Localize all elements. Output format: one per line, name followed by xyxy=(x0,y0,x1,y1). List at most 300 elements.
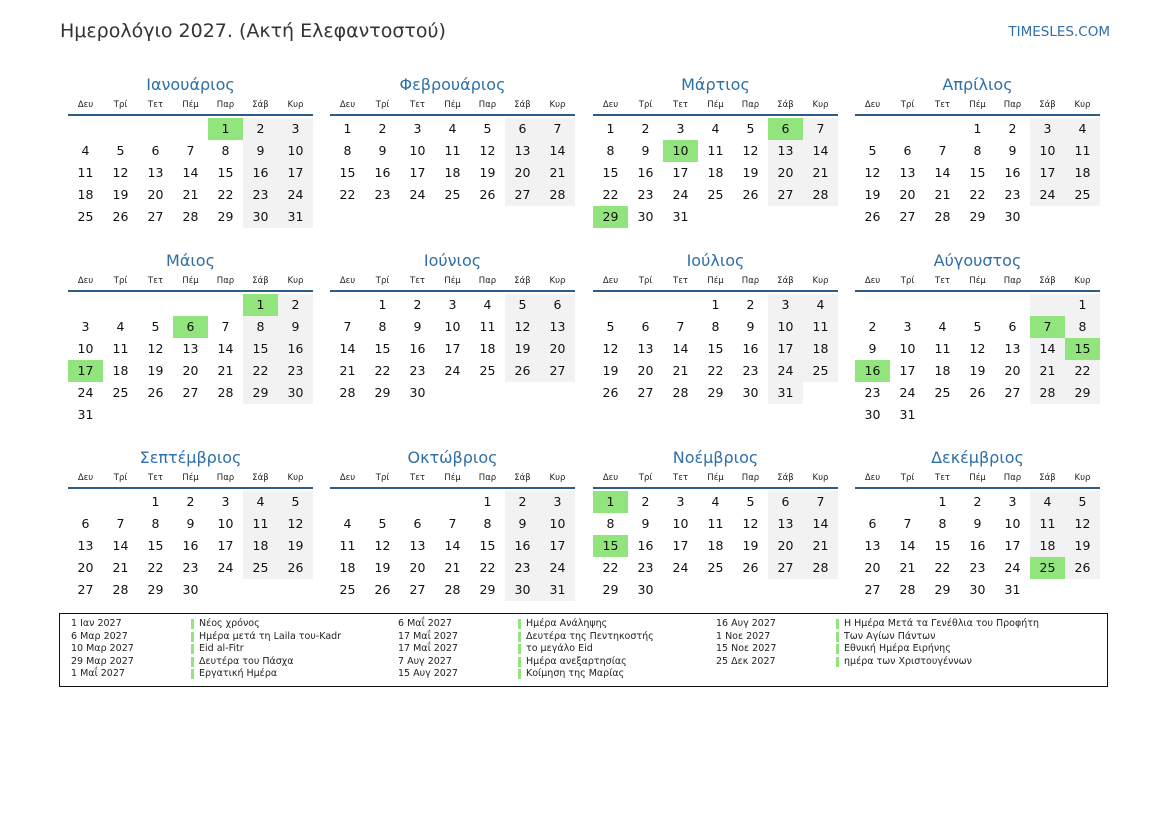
day-cell: 12 xyxy=(864,165,881,180)
day-cell: 3 xyxy=(676,121,685,136)
day-cell: 4 xyxy=(448,121,457,136)
empty-cell xyxy=(103,404,138,426)
weekday-label: Δευ xyxy=(864,276,881,286)
holiday-date: 10 Μαρ 2027 xyxy=(71,643,134,654)
weekday-label: Δευ xyxy=(864,473,881,483)
day-cell: 25 xyxy=(339,582,356,597)
day-cell: 18 xyxy=(934,363,951,378)
day-cell: 1 xyxy=(343,121,352,136)
day-cell: 27 xyxy=(637,385,654,400)
holiday-entry xyxy=(398,631,654,644)
day-cell: 7 xyxy=(540,118,575,140)
day-cell: 5 xyxy=(746,494,755,509)
holiday-date: 6 Μαΐ 2027 xyxy=(398,618,452,629)
day-cell: 25 xyxy=(1065,184,1100,206)
weekday-label: Σάβ xyxy=(777,100,794,110)
day-cell: 24 xyxy=(444,363,461,378)
day-cell: 17 xyxy=(899,363,916,378)
weekday-label: Δευ xyxy=(339,473,356,483)
day-cell: 17 xyxy=(540,535,575,557)
day-cell: 27 xyxy=(505,184,540,206)
holiday-column xyxy=(71,618,341,681)
weekday-label: Τρί xyxy=(375,276,390,286)
holiday-date: 16 Αυγ 2027 xyxy=(716,618,776,629)
day-cell: 18 xyxy=(1030,535,1065,557)
empty-cell xyxy=(365,491,400,513)
week-row xyxy=(330,338,575,360)
day-cell: 26 xyxy=(505,360,540,382)
month-name: Ιανουάριος xyxy=(146,75,235,94)
week-row xyxy=(330,491,575,513)
holiday-list xyxy=(59,613,1108,687)
day-cell: 30 xyxy=(637,582,654,597)
day-cell: 1 xyxy=(151,494,160,509)
day-cell: 30 xyxy=(1004,209,1021,224)
day-cell: 13 xyxy=(505,140,540,162)
day-cell: 3 xyxy=(413,121,422,136)
day-cell: 15 xyxy=(707,341,724,356)
empty-cell xyxy=(243,579,278,601)
weekday-label: Τρί xyxy=(113,100,128,110)
day-cell: 4 xyxy=(243,491,278,513)
weekday-header xyxy=(593,96,838,114)
day-cell: 20 xyxy=(77,560,94,575)
week-row xyxy=(593,118,838,140)
weekday-label: Παρ xyxy=(478,473,497,483)
week-row xyxy=(855,206,1100,228)
empty-cell xyxy=(68,491,103,513)
holiday-marker xyxy=(518,619,521,629)
day-cell: 24 xyxy=(278,184,313,206)
day-cell: 13 xyxy=(768,513,803,535)
month-block xyxy=(68,74,313,228)
day-cell: 23 xyxy=(278,360,313,382)
day-cell: 26 xyxy=(742,187,759,202)
day-cell: 3 xyxy=(676,494,685,509)
holiday-marker xyxy=(518,644,521,654)
day-cell: 11 xyxy=(243,513,278,535)
day-cell: 1 xyxy=(483,494,492,509)
empty-cell xyxy=(925,118,960,140)
day-cell: 26 xyxy=(602,385,619,400)
day-cell: 12 xyxy=(479,143,496,158)
week-row xyxy=(593,316,838,338)
empty-cell xyxy=(208,294,243,316)
holiday-name: Δευτέρα της Πεντηκοστής xyxy=(526,630,654,642)
page-title: Ημερολόγιο 2027. (Ακτή Ελεφαντοστού) xyxy=(60,20,446,42)
day-cell: 28 xyxy=(339,385,356,400)
week-row xyxy=(855,513,1100,535)
empty-cell xyxy=(1030,579,1065,601)
day-cell: 14 xyxy=(112,538,129,553)
day-cell: 11 xyxy=(479,319,496,334)
month-name: Δεκέμβριος xyxy=(931,448,1024,467)
holiday-marker xyxy=(518,669,521,679)
weekday-label: Παρ xyxy=(478,276,497,286)
day-cell: 11 xyxy=(1065,140,1100,162)
empty-cell xyxy=(68,118,103,140)
week-row xyxy=(68,360,313,382)
holiday-name: Εργατική Ημέρα xyxy=(199,668,278,679)
holiday-date: 29 Μαρ 2027 xyxy=(71,655,134,667)
weekday-label: Σάβ xyxy=(777,473,794,483)
day-cell: 31 xyxy=(672,209,689,224)
day-cell: 20 xyxy=(182,363,199,378)
header-rule xyxy=(68,487,313,489)
holiday-name: το μεγάλο Eid xyxy=(526,643,593,654)
day-cell: 20 xyxy=(409,560,426,575)
day-cell: 6 xyxy=(173,316,208,338)
day-cell: 22 xyxy=(374,363,391,378)
header-rule xyxy=(855,290,1100,292)
weekday-label: Τρί xyxy=(638,473,653,483)
day-cell: 25 xyxy=(112,385,129,400)
week-row xyxy=(855,579,1100,601)
day-cell: 23 xyxy=(637,187,654,202)
day-cell: 21 xyxy=(899,560,916,575)
day-cell: 15 xyxy=(374,341,391,356)
day-cell: 2 xyxy=(243,118,278,140)
day-cell: 20 xyxy=(540,338,575,360)
day-cell: 22 xyxy=(479,560,496,575)
weekday-label: Σάβ xyxy=(252,473,269,483)
month-name: Ιούνιος xyxy=(423,251,482,270)
day-cell: 16 xyxy=(278,338,313,360)
day-cell: 16 xyxy=(505,535,540,557)
weekday-label: Δευ xyxy=(602,100,619,110)
day-cell: 16 xyxy=(243,162,278,184)
day-cell: 5 xyxy=(746,121,755,136)
weekday-label: Σάβ xyxy=(1039,473,1056,483)
weekday-label: Παρ xyxy=(741,473,760,483)
day-cell: 2 xyxy=(973,494,982,509)
day-cell: 23 xyxy=(637,560,654,575)
day-cell: 19 xyxy=(742,165,759,180)
day-cell: 3 xyxy=(278,118,313,140)
weekday-label: Κυρ xyxy=(1074,276,1091,286)
day-cell: 24 xyxy=(77,385,94,400)
week-row xyxy=(593,579,838,601)
day-cell: 3 xyxy=(540,491,575,513)
day-cell: 30 xyxy=(278,382,313,404)
day-cell: 20 xyxy=(768,162,803,184)
day-cell: 8 xyxy=(221,143,230,158)
day-cell: 29 xyxy=(1065,382,1100,404)
weekday-label: Παρ xyxy=(216,100,235,110)
day-cell: 18 xyxy=(243,535,278,557)
day-cell: 24 xyxy=(1004,560,1021,575)
empty-cell xyxy=(890,294,925,316)
day-cell: 14 xyxy=(444,538,461,553)
day-cell: 13 xyxy=(637,341,654,356)
holiday-date: 6 Μαρ 2027 xyxy=(71,630,128,642)
month-block xyxy=(68,250,313,426)
week-row xyxy=(68,557,313,579)
empty-cell xyxy=(698,206,733,228)
day-cell: 9 xyxy=(243,140,278,162)
day-cell: 14 xyxy=(182,165,199,180)
day-cell: 20 xyxy=(899,187,916,202)
day-cell: 5 xyxy=(483,121,492,136)
day-cell: 22 xyxy=(602,187,619,202)
day-cell: 16 xyxy=(742,341,759,356)
weekday-header xyxy=(330,469,575,487)
weekday-label: Σάβ xyxy=(1039,100,1056,110)
empty-cell xyxy=(103,294,138,316)
day-cell: 15 xyxy=(969,165,986,180)
day-cell: 16 xyxy=(409,341,426,356)
day-cell: 1 xyxy=(973,121,982,136)
holiday-marker xyxy=(836,644,839,654)
empty-cell xyxy=(1065,404,1100,426)
weekday-label: Παρ xyxy=(478,100,497,110)
empty-cell xyxy=(505,382,540,404)
day-cell: 7 xyxy=(938,143,947,158)
day-cell: 8 xyxy=(711,319,720,334)
day-cell: 27 xyxy=(899,209,916,224)
day-cell: 6 xyxy=(768,491,803,513)
day-cell: 13 xyxy=(409,538,426,553)
day-cell: 16 xyxy=(637,165,654,180)
day-cell: 17 xyxy=(672,538,689,553)
empty-cell xyxy=(1030,294,1065,316)
week-row xyxy=(68,162,313,184)
day-cell: 4 xyxy=(116,319,125,334)
week-row xyxy=(330,360,575,382)
day-cell: 26 xyxy=(147,385,164,400)
day-cell: 1 xyxy=(243,294,278,316)
site-link[interactable]: TIMESLES.COM xyxy=(1008,24,1110,40)
day-cell: 16 xyxy=(855,360,890,382)
day-cell: 26 xyxy=(864,209,881,224)
empty-cell xyxy=(768,579,803,601)
day-cell: 8 xyxy=(483,516,492,531)
day-cell: 30 xyxy=(243,206,278,228)
empty-cell xyxy=(768,206,803,228)
day-cell: 27 xyxy=(182,385,199,400)
weekday-label: Τρί xyxy=(375,100,390,110)
holiday-marker xyxy=(191,644,194,654)
weekday-label: Πέμ xyxy=(182,100,199,110)
day-cell: 4 xyxy=(938,319,947,334)
day-cell: 3 xyxy=(81,319,90,334)
day-cell: 25 xyxy=(934,385,951,400)
weekday-header xyxy=(330,272,575,290)
empty-cell xyxy=(925,294,960,316)
weekday-label: Τρί xyxy=(375,473,390,483)
weekday-label: Κυρ xyxy=(812,473,829,483)
day-cell: 25 xyxy=(707,187,724,202)
weekday-header xyxy=(855,96,1100,114)
holiday-name: Κοίμηση της Μαρίας xyxy=(526,668,625,679)
day-cell: 26 xyxy=(479,187,496,202)
day-cell: 26 xyxy=(1065,557,1100,579)
day-cell: 5 xyxy=(973,319,982,334)
day-cell: 7 xyxy=(186,143,195,158)
holiday-name: Εθνική Ημέρα Ειρήνης xyxy=(844,643,951,654)
week-row xyxy=(593,206,838,228)
month-name: Οκτώβριος xyxy=(407,448,498,467)
day-cell: 11 xyxy=(444,143,461,158)
empty-cell xyxy=(855,118,890,140)
day-cell: 30 xyxy=(409,385,426,400)
holiday-entry xyxy=(398,643,654,656)
day-cell: 23 xyxy=(243,184,278,206)
day-cell: 30 xyxy=(637,209,654,224)
empty-cell xyxy=(173,118,208,140)
day-cell: 13 xyxy=(77,538,94,553)
week-row xyxy=(68,294,313,316)
day-cell: 12 xyxy=(374,538,391,553)
day-cell: 14 xyxy=(217,341,234,356)
day-cell: 10 xyxy=(77,341,94,356)
day-cell: 24 xyxy=(1030,184,1065,206)
empty-cell xyxy=(278,579,313,601)
day-cell: 27 xyxy=(768,557,803,579)
holiday-name: Η Ημέρα Μετά τα Γενέθλια του Προφήτη xyxy=(844,618,1039,629)
weekday-label: Τετ xyxy=(673,276,688,286)
day-cell: 8 xyxy=(1065,316,1100,338)
day-cell: 11 xyxy=(1030,513,1065,535)
day-cell: 28 xyxy=(182,209,199,224)
day-cell: 3 xyxy=(1030,118,1065,140)
holiday-marker xyxy=(836,632,839,642)
weekday-label: Πέμ xyxy=(444,276,461,286)
holiday-date: 7 Αυγ 2027 xyxy=(398,655,452,667)
day-cell: 11 xyxy=(707,143,724,158)
empty-cell xyxy=(435,491,470,513)
week-row xyxy=(68,118,313,140)
holiday-column xyxy=(398,618,654,681)
day-cell: 22 xyxy=(934,560,951,575)
day-cell: 19 xyxy=(864,187,881,202)
month-block xyxy=(330,250,575,404)
weekday-label: Τετ xyxy=(148,473,163,483)
day-cell: 28 xyxy=(444,582,461,597)
day-cell: 10 xyxy=(540,513,575,535)
month-block xyxy=(855,447,1100,601)
empty-cell xyxy=(103,491,138,513)
week-row xyxy=(330,316,575,338)
day-cell: 17 xyxy=(1004,538,1021,553)
day-cell: 6 xyxy=(505,118,540,140)
holiday-marker xyxy=(191,632,194,642)
day-cell: 13 xyxy=(768,140,803,162)
empty-cell xyxy=(400,491,435,513)
day-cell: 11 xyxy=(339,538,356,553)
week-row xyxy=(68,206,313,228)
day-cell: 5 xyxy=(505,294,540,316)
month-name: Φεβρουάριος xyxy=(399,75,506,94)
day-cell: 24 xyxy=(540,557,575,579)
weekday-label: Δευ xyxy=(602,276,619,286)
weekday-label: Δευ xyxy=(602,473,619,483)
day-cell: 4 xyxy=(803,294,838,316)
day-cell: 23 xyxy=(182,560,199,575)
day-cell: 29 xyxy=(969,209,986,224)
weekday-label: Πέμ xyxy=(707,100,724,110)
week-row xyxy=(68,404,313,426)
holiday-date: 1 Ιαν 2027 xyxy=(71,618,122,629)
day-cell: 18 xyxy=(803,338,838,360)
weekday-label: Δευ xyxy=(339,100,356,110)
day-cell: 10 xyxy=(672,516,689,531)
weekday-label: Πέμ xyxy=(707,473,724,483)
day-cell: 26 xyxy=(374,582,391,597)
holiday-marker xyxy=(191,657,194,667)
day-cell: 7 xyxy=(676,319,685,334)
day-cell: 6 xyxy=(641,319,650,334)
day-cell: 19 xyxy=(1065,535,1100,557)
day-cell: 29 xyxy=(147,582,164,597)
month-name: Ιούλιος xyxy=(686,251,745,270)
weekday-label: Κυρ xyxy=(1074,473,1091,483)
empty-cell xyxy=(698,579,733,601)
holiday-entry xyxy=(71,668,341,681)
holiday-name: Νέος χρόνος xyxy=(199,618,260,629)
weekday-header xyxy=(593,469,838,487)
holiday-name: ημέρα των Χριστουγέννων xyxy=(844,655,972,667)
day-cell: 25 xyxy=(707,560,724,575)
day-cell: 4 xyxy=(711,121,720,136)
day-cell: 10 xyxy=(444,319,461,334)
day-cell: 27 xyxy=(864,582,881,597)
day-cell: 7 xyxy=(803,118,838,140)
day-cell: 5 xyxy=(378,516,387,531)
day-cell: 22 xyxy=(339,187,356,202)
day-cell: 23 xyxy=(969,560,986,575)
day-cell: 15 xyxy=(339,165,356,180)
holiday-marker xyxy=(518,657,521,667)
day-cell: 18 xyxy=(339,560,356,575)
weekday-label: Τετ xyxy=(673,473,688,483)
day-cell: 2 xyxy=(278,294,313,316)
week-row xyxy=(330,557,575,579)
day-cell: 2 xyxy=(505,491,540,513)
day-cell: 29 xyxy=(243,382,278,404)
day-cell: 24 xyxy=(768,360,803,382)
day-cell: 6 xyxy=(868,516,877,531)
day-cell: 19 xyxy=(147,363,164,378)
day-cell: 6 xyxy=(81,516,90,531)
day-cell: 11 xyxy=(934,341,951,356)
month-block xyxy=(330,447,575,601)
day-cell: 14 xyxy=(899,538,916,553)
day-cell: 15 xyxy=(147,538,164,553)
day-cell: 11 xyxy=(77,165,94,180)
day-cell: 21 xyxy=(112,560,129,575)
empty-cell xyxy=(1065,206,1100,228)
week-row xyxy=(593,140,838,162)
week-row xyxy=(68,513,313,535)
day-cell: 30 xyxy=(505,579,540,601)
day-cell: 1 xyxy=(378,297,387,312)
day-cell: 23 xyxy=(742,363,759,378)
day-cell: 19 xyxy=(742,538,759,553)
day-cell: 18 xyxy=(77,187,94,202)
header-rule xyxy=(593,290,838,292)
weekday-label: Παρ xyxy=(1003,473,1022,483)
day-cell: 1 xyxy=(208,118,243,140)
header-rule xyxy=(593,487,838,489)
day-cell: 11 xyxy=(803,316,838,338)
day-cell: 1 xyxy=(606,121,615,136)
holiday-date: 15 Νοε 2027 xyxy=(716,643,777,654)
day-cell: 12 xyxy=(969,341,986,356)
empty-cell xyxy=(803,579,838,601)
weekday-label: Δευ xyxy=(339,276,356,286)
week-row xyxy=(593,360,838,382)
